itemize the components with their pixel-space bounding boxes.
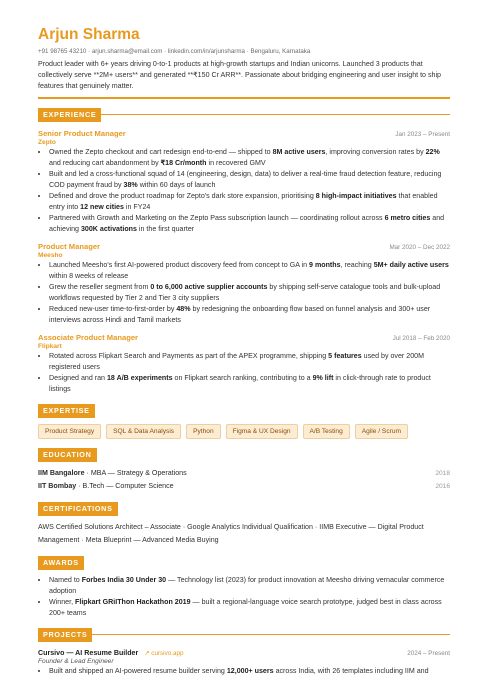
awards-heading bbox=[38, 556, 450, 570]
bullet-text: in recovered GMV bbox=[206, 158, 266, 167]
bullet-text: Built and shipped an AI-powered resume builder serving bbox=[49, 666, 227, 675]
bullet-text: and reducing cart abandonment by bbox=[49, 158, 161, 167]
highlight-text: 9 months bbox=[309, 260, 341, 269]
bullet-text: Built and led a cross-functional squad of 14 (engineering, design, data) to deliver a real-time fraud detection feature, reducing COD payment fraud by bbox=[49, 169, 442, 189]
job-bullet bbox=[49, 213, 450, 235]
project-date: 2024 – Present bbox=[407, 649, 450, 657]
highlight-text: 22% bbox=[425, 147, 440, 156]
highlight-text: 48% bbox=[176, 304, 191, 313]
highlight-text: 5M+ daily active users bbox=[373, 260, 449, 269]
experience-list bbox=[38, 129, 450, 395]
header-divider bbox=[38, 97, 450, 99]
highlight-text: 8 high-impact initiatives bbox=[315, 191, 397, 200]
job-bullet bbox=[49, 282, 450, 304]
school-name: IIT Bombay bbox=[38, 481, 77, 490]
project-role: Founder & Lead Engineer bbox=[38, 657, 114, 665]
degree-text: · B.Tech — Computer Science bbox=[76, 481, 174, 490]
highlight-text: 6 metro cities bbox=[384, 213, 431, 222]
bullet-text: in click-through rate to product listings bbox=[49, 373, 431, 393]
education-list bbox=[38, 467, 450, 493]
bullet-text: by redesigning the onboarding flow based on funnel analysis and 300+ user interviews across Hindi and Tamil markets bbox=[49, 304, 431, 324]
job-header bbox=[38, 333, 450, 342]
bullet-text: Reduced new-user time-to-first-order by bbox=[49, 304, 177, 313]
degree-text: · MBA — Strategy & Operations bbox=[84, 468, 187, 477]
job-bullet bbox=[49, 169, 450, 191]
section-line bbox=[101, 114, 450, 115]
education-row bbox=[38, 467, 450, 480]
job-date: Jul 2018 – Feb 2020 bbox=[392, 334, 450, 342]
job-bullet bbox=[49, 373, 450, 395]
bullet-text: across India, with 26 templates including IIM and bbox=[273, 666, 429, 675]
bullet-text: , improving conversion rates by bbox=[325, 147, 426, 156]
job-bullet bbox=[49, 147, 450, 169]
certifications-text: AWS Certified Solutions Architect – Associate · Google Analytics Individual Qualification · IIMB Executive — Digital Product Management · Meta Blueprint — Advanced Media Buying bbox=[38, 522, 424, 544]
skill-chip: Product Strategy bbox=[38, 424, 101, 439]
education-year: 2018 bbox=[435, 469, 450, 477]
project-bullet bbox=[49, 666, 450, 677]
experience-heading bbox=[38, 108, 450, 122]
highlight-text: 38% bbox=[123, 180, 138, 189]
job-bullet-list bbox=[38, 351, 450, 395]
education-tag: EDUCATION bbox=[38, 448, 97, 462]
job-title: Product Manager bbox=[38, 241, 101, 251]
highlight-text: 9% lift bbox=[312, 373, 334, 382]
job-entry bbox=[38, 333, 450, 395]
bullet-text: by shipping self-serve catalogue tools and bulk-upload workflows requested by Tier 2 and Tier 3 city suppliers bbox=[49, 282, 441, 302]
job-bullet-list bbox=[38, 260, 450, 326]
bullet-text: and achieving bbox=[49, 213, 445, 233]
bullet-text: used by over 200M registered users bbox=[49, 351, 424, 371]
bullet-text: within 8 weeks of release bbox=[49, 271, 129, 280]
bullet-text: within 60 days of launch bbox=[137, 180, 216, 189]
highlight-text: 5 features bbox=[328, 351, 362, 360]
job-title: Senior Product Manager bbox=[38, 128, 126, 138]
bullet-text: , reaching bbox=[340, 260, 374, 269]
highlight-text: 18 A/B experiments bbox=[106, 373, 173, 382]
highlight-text: ₹18 Cr/month bbox=[160, 158, 207, 167]
job-entry bbox=[38, 242, 450, 326]
job-bullet-list bbox=[38, 147, 450, 235]
experience-tag: EXPERIENCE bbox=[38, 108, 101, 122]
contact-line: +91 98765 43210 · arjun.sharma@email.com · linkedin.com/in/arjunsharma · Bengaluru, Karnataka bbox=[38, 48, 311, 55]
bullet-text: Owned the Zepto checkout and cart redesign end-to-end — shipped to bbox=[49, 147, 273, 156]
education-entry bbox=[38, 467, 187, 480]
highlight-text: 8M active users bbox=[272, 147, 326, 156]
skill-chip: Agile / Scrum bbox=[355, 424, 408, 439]
project-title: Cursivo — AI Resume Builder bbox=[38, 648, 139, 657]
job-entry bbox=[38, 129, 450, 235]
job-bullet bbox=[49, 260, 450, 282]
section-line bbox=[92, 634, 450, 635]
company-name: Zepto bbox=[38, 138, 56, 146]
job-title: Associate Product Manager bbox=[38, 332, 139, 342]
skill-chip: A/B Testing bbox=[303, 424, 350, 439]
job-date: Jan 2023 – Present bbox=[395, 130, 450, 138]
highlight-text: 12 new cities bbox=[80, 202, 124, 211]
project-bullet-list bbox=[38, 666, 450, 677]
projects-list bbox=[38, 649, 450, 677]
bullet-text: Rotated across Flipkart Search and Payments as part of the APEX programme, shipping bbox=[49, 351, 329, 360]
bullet-text: — built a regional-language voice search prototype, judged best in class across 200+ teams bbox=[49, 597, 442, 617]
education-heading bbox=[38, 448, 450, 462]
highlight-text: 0 to 6,000 active supplier accounts bbox=[150, 282, 268, 291]
bullet-text: that enabled entry into bbox=[49, 191, 438, 211]
education-year: 2016 bbox=[435, 482, 450, 490]
job-bullet bbox=[49, 351, 450, 373]
bullet-text: Winner, bbox=[49, 597, 76, 606]
company-name: Flipkart bbox=[38, 342, 62, 350]
job-bullet bbox=[49, 304, 450, 326]
skill-chip: Figma & UX Design bbox=[226, 424, 298, 439]
projects-heading bbox=[38, 628, 450, 642]
bullet-text: Launched Meesho's first AI-powered product discovery feed from concept to GA in bbox=[49, 260, 310, 269]
certifications-tag: CERTIFICATIONS bbox=[38, 502, 118, 516]
expertise-heading bbox=[38, 404, 450, 418]
skill-chip: SQL & Data Analysis bbox=[106, 424, 181, 439]
bullet-text: — Technology list (2023) for product innovation at Meesho driving vernacular commerce adoption bbox=[49, 575, 445, 595]
job-header bbox=[38, 242, 450, 251]
education-row bbox=[38, 480, 450, 493]
awards-tag: AWARDS bbox=[38, 556, 84, 570]
company-name: Meesho bbox=[38, 251, 63, 259]
bullet-text: Partnered with Growth and Marketing on the Zepto Pass subscription launch — coordinating rollout across bbox=[49, 213, 385, 222]
education-entry bbox=[38, 480, 174, 493]
bullet-text: on Flipkart search ranking, contributing to a bbox=[172, 373, 313, 382]
projects-tag: PROJECTS bbox=[38, 628, 92, 642]
awards-list bbox=[38, 575, 450, 619]
award-item bbox=[49, 597, 450, 619]
certifications-heading bbox=[38, 502, 450, 516]
expertise-chips bbox=[38, 424, 450, 439]
project-header bbox=[38, 649, 450, 657]
bullet-text: Designed and ran bbox=[49, 373, 107, 382]
bullet-text: Grew the reseller segment from bbox=[49, 282, 151, 291]
highlight-text: Forbes India 30 Under 30 bbox=[81, 575, 167, 584]
highlight-text: 300K activations bbox=[80, 224, 137, 233]
bullet-text: in FY24 bbox=[123, 202, 151, 211]
school-name: IIM Bangalore bbox=[38, 468, 85, 477]
candidate-name: Arjun Sharma bbox=[38, 26, 140, 43]
project-link[interactable]: ↗ cursivo.app bbox=[144, 649, 184, 657]
bullet-text: in the first quarter bbox=[136, 224, 195, 233]
bullet-text: Named to bbox=[49, 575, 82, 584]
summary-text: Product leader with 6+ years driving 0-to-1 products at high-growth startups and Indian unicorns. Launched 3 products that collectively serve **2M+ users** and generated **₹150 Cr ARR**. Passionate about bridging engineering and user insight to ship features that genuinely matter. bbox=[38, 60, 441, 90]
bullet-text: Defined and drove the product roadmap for Zepto's dark store expansion, prioritising bbox=[49, 191, 316, 200]
project-title-wrap bbox=[38, 649, 184, 657]
expertise-tag: EXPERTISE bbox=[38, 404, 95, 418]
job-header bbox=[38, 129, 450, 138]
job-bullet bbox=[49, 191, 450, 213]
award-item bbox=[49, 575, 450, 597]
highlight-text: 12,000+ users bbox=[226, 666, 274, 675]
highlight-text: Flipkart GRiIThon Hackathon 2019 bbox=[75, 597, 191, 606]
skill-chip: Python bbox=[186, 424, 221, 439]
job-date: Mar 2020 – Dec 2022 bbox=[389, 243, 450, 251]
